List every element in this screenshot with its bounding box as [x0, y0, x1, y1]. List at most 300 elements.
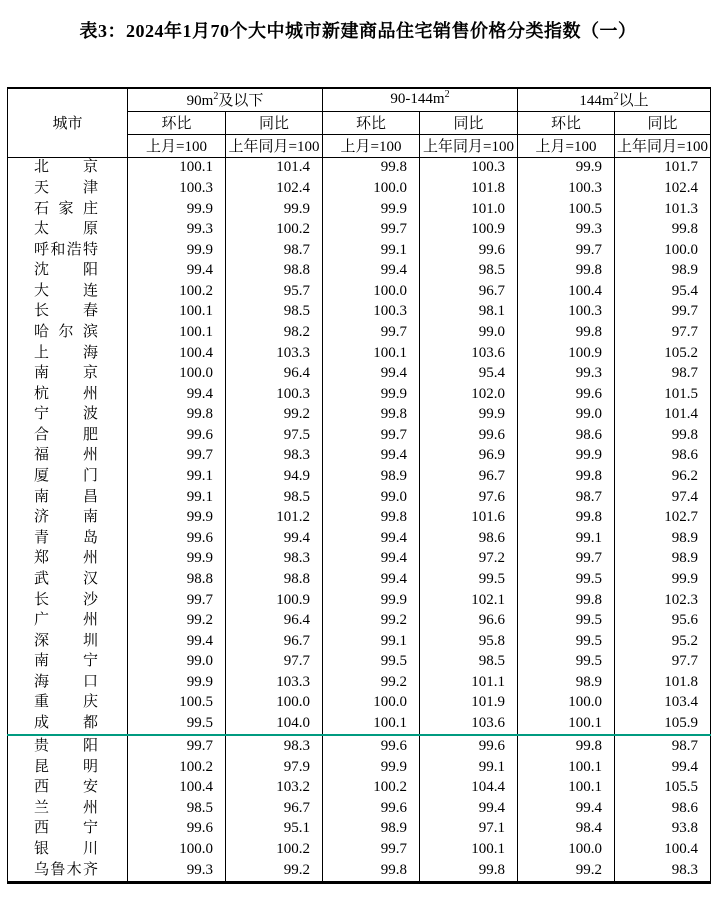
value-cell: 100.4 [615, 839, 711, 860]
table-row [8, 610, 711, 631]
table-body [8, 157, 711, 883]
city-name: 宁波 [34, 406, 98, 423]
value-cell: 99.6 [420, 240, 518, 261]
value-cell: 95.7 [226, 281, 323, 302]
city-cell [8, 672, 128, 693]
city-cell [8, 261, 128, 282]
value-cell: 98.9 [323, 819, 420, 840]
value-cell: 102.1 [420, 590, 518, 611]
value-cell: 103.2 [226, 777, 323, 798]
city-cell [8, 713, 128, 735]
page-title: 表3：2024年1月70个大中城市新建商品住宅销售价格分类指数（一） [79, 21, 637, 41]
city-name: 长春 [34, 303, 98, 320]
city-name: 太原 [34, 221, 98, 238]
city-cell [8, 157, 128, 178]
value-cell: 99.3 [518, 219, 615, 240]
yoy-base-header: 上年同月=100 [420, 134, 518, 157]
value-cell: 99.2 [518, 860, 615, 883]
value-cell: 100.3 [226, 384, 323, 405]
value-cell: 101.1 [420, 672, 518, 693]
city-name: 广州 [34, 612, 98, 629]
group-label-text: 90-144m [390, 91, 445, 108]
table-row [8, 487, 711, 508]
city-name: 海口 [34, 673, 98, 690]
city-cell [8, 757, 128, 778]
value-cell: 99.4 [323, 261, 420, 282]
value-cell: 100.1 [518, 777, 615, 798]
value-cell: 98.5 [420, 651, 518, 672]
city-cell [8, 819, 128, 840]
value-cell: 100.1 [323, 343, 420, 364]
city-cell [8, 219, 128, 240]
value-cell: 98.3 [226, 446, 323, 467]
value-cell: 98.2 [226, 322, 323, 343]
price-index-table [7, 87, 711, 884]
city-cell [8, 631, 128, 652]
value-cell: 100.0 [615, 240, 711, 261]
value-cell: 99.9 [226, 199, 323, 220]
value-cell: 103.3 [226, 343, 323, 364]
value-cell: 100.0 [323, 178, 420, 199]
value-cell: 99.9 [128, 507, 226, 528]
value-cell: 99.3 [128, 860, 226, 883]
value-cell: 99.7 [615, 302, 711, 323]
value-cell: 95.2 [615, 631, 711, 652]
city-cell [8, 549, 128, 570]
value-cell: 96.9 [420, 446, 518, 467]
mom-header: 环比 [518, 111, 615, 134]
value-cell: 97.6 [420, 487, 518, 508]
city-cell [8, 860, 128, 883]
mom-header: 环比 [323, 111, 420, 134]
city-cell [8, 405, 128, 426]
value-cell: 99.8 [518, 507, 615, 528]
city-cell [8, 839, 128, 860]
city-name: 北京 [34, 159, 98, 176]
city-cell [8, 446, 128, 467]
value-cell: 99.3 [128, 219, 226, 240]
value-cell: 99.8 [323, 507, 420, 528]
city-name: 兰州 [34, 799, 98, 816]
city-name: 厦门 [34, 468, 98, 485]
city-cell [8, 240, 128, 261]
value-cell: 99.0 [420, 322, 518, 343]
value-cell: 97.4 [615, 487, 711, 508]
value-cell: 98.3 [226, 549, 323, 570]
value-cell: 103.3 [226, 672, 323, 693]
value-cell: 97.2 [420, 549, 518, 570]
value-cell: 96.7 [420, 281, 518, 302]
value-cell: 96.4 [226, 363, 323, 384]
city-cell [8, 322, 128, 343]
table-header [8, 88, 711, 157]
value-cell: 98.3 [226, 735, 323, 757]
table-row [8, 302, 711, 323]
value-cell: 101.7 [615, 157, 711, 178]
value-cell: 99.8 [518, 735, 615, 757]
city-name: 大连 [34, 282, 98, 299]
value-cell: 99.7 [323, 322, 420, 343]
value-cell: 99.8 [518, 322, 615, 343]
city-name: 武汉 [34, 570, 98, 587]
table-row [8, 693, 711, 714]
value-cell: 100.0 [518, 839, 615, 860]
value-cell: 101.3 [615, 199, 711, 220]
value-cell: 97.1 [420, 819, 518, 840]
city-name: 乌鲁木齐 [34, 861, 98, 878]
table-row [8, 446, 711, 467]
value-cell: 99.6 [518, 384, 615, 405]
city-cell [8, 610, 128, 631]
superscript-2: 2 [213, 91, 219, 103]
group-header-90-144 [323, 88, 518, 111]
city-name: 郑州 [34, 550, 98, 567]
value-cell: 98.5 [128, 798, 226, 819]
value-cell: 100.2 [128, 757, 226, 778]
city-name: 深圳 [34, 632, 98, 649]
city-name: 南京 [34, 365, 98, 382]
value-cell: 98.4 [518, 819, 615, 840]
city-cell [8, 363, 128, 384]
table-row [8, 819, 711, 840]
yoy-base-header: 上年同月=100 [615, 134, 711, 157]
value-cell: 99.8 [420, 860, 518, 883]
value-cell: 99.9 [518, 157, 615, 178]
value-cell: 99.4 [323, 528, 420, 549]
table-row [8, 839, 711, 860]
value-cell: 99.8 [615, 219, 711, 240]
value-cell: 99.8 [518, 261, 615, 282]
city-name: 银川 [34, 840, 98, 857]
city-cell [8, 281, 128, 302]
value-cell: 99.9 [420, 405, 518, 426]
value-cell: 100.4 [128, 343, 226, 364]
city-name: 天津 [34, 179, 98, 196]
value-cell: 99.4 [226, 528, 323, 549]
value-cell: 95.1 [226, 819, 323, 840]
table-row [8, 713, 711, 735]
value-cell: 100.1 [420, 839, 518, 860]
city-cell [8, 384, 128, 405]
city-cell [8, 199, 128, 220]
value-cell: 103.6 [420, 713, 518, 735]
yoy-header: 同比 [615, 111, 711, 134]
value-cell: 99.4 [128, 261, 226, 282]
value-cell: 99.8 [615, 425, 711, 446]
table-row [8, 757, 711, 778]
city-name: 西安 [34, 779, 98, 796]
value-cell: 104.0 [226, 713, 323, 735]
value-cell: 99.1 [518, 528, 615, 549]
value-cell: 98.9 [518, 672, 615, 693]
value-cell: 100.1 [128, 322, 226, 343]
value-cell: 98.7 [615, 735, 711, 757]
value-cell: 99.5 [420, 569, 518, 590]
table-row [8, 672, 711, 693]
table-row [8, 798, 711, 819]
value-cell: 100.9 [226, 590, 323, 611]
value-cell: 101.4 [226, 157, 323, 178]
value-cell: 99.6 [323, 735, 420, 757]
value-cell: 98.7 [615, 363, 711, 384]
table-row [8, 384, 711, 405]
value-cell: 98.5 [420, 261, 518, 282]
value-cell: 98.7 [518, 487, 615, 508]
value-cell: 96.2 [615, 466, 711, 487]
city-cell [8, 735, 128, 757]
value-cell: 100.3 [323, 302, 420, 323]
value-cell: 100.0 [323, 281, 420, 302]
value-cell: 100.1 [128, 302, 226, 323]
value-cell: 99.8 [323, 860, 420, 883]
value-cell: 99.0 [518, 405, 615, 426]
value-cell: 99.5 [323, 651, 420, 672]
city-cell [8, 528, 128, 549]
group-label-text: 144m [579, 93, 614, 110]
city-name: 青岛 [34, 529, 98, 546]
value-cell: 96.7 [226, 631, 323, 652]
value-cell: 100.9 [518, 343, 615, 364]
value-cell: 99.8 [323, 405, 420, 426]
value-cell: 100.2 [323, 777, 420, 798]
value-cell: 100.0 [226, 693, 323, 714]
superscript-2: 2 [444, 89, 450, 101]
city-cell [8, 569, 128, 590]
value-cell: 99.8 [518, 466, 615, 487]
value-cell: 100.9 [420, 219, 518, 240]
value-cell: 98.9 [615, 528, 711, 549]
value-cell: 99.2 [323, 672, 420, 693]
value-cell: 99.7 [323, 219, 420, 240]
value-cell: 98.6 [420, 528, 518, 549]
value-cell: 99.7 [518, 240, 615, 261]
value-cell: 99.9 [128, 672, 226, 693]
value-cell: 101.9 [420, 693, 518, 714]
value-cell: 99.2 [226, 860, 323, 883]
value-cell: 99.6 [128, 819, 226, 840]
city-name: 贵阳 [34, 737, 98, 754]
value-cell: 99.4 [420, 798, 518, 819]
value-cell: 102.0 [420, 384, 518, 405]
value-cell: 98.9 [323, 466, 420, 487]
value-cell: 96.7 [420, 466, 518, 487]
value-cell: 96.4 [226, 610, 323, 631]
table-row [8, 569, 711, 590]
value-cell: 100.3 [518, 178, 615, 199]
value-cell: 105.9 [615, 713, 711, 735]
group-label-text: 及以下 [218, 93, 264, 110]
value-cell: 99.8 [323, 157, 420, 178]
table-row [8, 777, 711, 798]
value-cell: 98.9 [615, 261, 711, 282]
city-name: 福州 [34, 447, 98, 464]
yoy-header: 同比 [226, 111, 323, 134]
value-cell: 97.7 [615, 322, 711, 343]
value-cell: 99.1 [323, 240, 420, 261]
city-name: 合肥 [34, 426, 98, 443]
city-cell [8, 343, 128, 364]
value-cell: 103.4 [615, 693, 711, 714]
value-cell: 100.0 [128, 363, 226, 384]
value-cell: 100.4 [128, 777, 226, 798]
value-cell: 100.1 [518, 757, 615, 778]
table-row [8, 343, 711, 364]
value-cell: 101.2 [226, 507, 323, 528]
value-cell: 99.4 [128, 631, 226, 652]
value-cell: 98.6 [615, 798, 711, 819]
value-cell: 99.6 [420, 425, 518, 446]
value-cell: 98.6 [615, 446, 711, 467]
value-cell: 100.1 [128, 157, 226, 178]
value-cell: 99.7 [128, 590, 226, 611]
value-cell: 99.9 [323, 199, 420, 220]
value-cell: 99.8 [128, 405, 226, 426]
value-cell: 102.4 [615, 178, 711, 199]
mom-base-header: 上月=100 [323, 134, 420, 157]
mom-base-header: 上月=100 [128, 134, 226, 157]
city-cell [8, 798, 128, 819]
value-cell: 102.3 [615, 590, 711, 611]
mom-header: 环比 [128, 111, 226, 134]
value-cell: 99.6 [420, 735, 518, 757]
value-cell: 98.7 [226, 240, 323, 261]
value-cell: 100.2 [226, 219, 323, 240]
value-cell: 100.0 [323, 693, 420, 714]
value-cell: 97.7 [615, 651, 711, 672]
value-cell: 99.1 [323, 631, 420, 652]
city-name: 长沙 [34, 591, 98, 608]
value-cell: 97.9 [226, 757, 323, 778]
value-cell: 100.1 [518, 713, 615, 735]
value-cell: 96.6 [420, 610, 518, 631]
value-cell: 102.4 [226, 178, 323, 199]
city-name: 重庆 [34, 694, 98, 711]
value-cell: 100.1 [323, 713, 420, 735]
table-row [8, 405, 711, 426]
value-cell: 98.3 [615, 860, 711, 883]
value-cell: 101.6 [420, 507, 518, 528]
value-cell: 99.4 [323, 569, 420, 590]
table-row [8, 735, 711, 757]
value-cell: 98.8 [128, 569, 226, 590]
city-name: 呼和浩特 [34, 241, 98, 258]
value-cell: 95.4 [615, 281, 711, 302]
value-cell: 99.6 [128, 425, 226, 446]
value-cell: 100.5 [128, 693, 226, 714]
city-cell [8, 302, 128, 323]
value-cell: 99.6 [128, 528, 226, 549]
value-cell: 99.4 [323, 549, 420, 570]
city-cell [8, 178, 128, 199]
value-cell: 100.0 [518, 693, 615, 714]
value-cell: 99.2 [128, 610, 226, 631]
yoy-header: 同比 [420, 111, 518, 134]
value-cell: 100.4 [518, 281, 615, 302]
value-cell: 99.5 [128, 713, 226, 735]
value-cell: 101.4 [615, 405, 711, 426]
value-cell: 99.5 [518, 631, 615, 652]
superscript-2: 2 [613, 91, 619, 103]
value-cell: 99.6 [323, 798, 420, 819]
table-row [8, 425, 711, 446]
table-row [8, 651, 711, 672]
value-cell: 99.9 [323, 757, 420, 778]
group-label-text: 以上 [618, 93, 649, 110]
value-cell: 95.8 [420, 631, 518, 652]
value-cell: 98.5 [226, 302, 323, 323]
value-cell: 99.9 [615, 569, 711, 590]
city-cell [8, 466, 128, 487]
value-cell: 101.8 [615, 672, 711, 693]
city-name: 昆明 [34, 758, 98, 775]
city-name: 沈阳 [34, 262, 98, 279]
city-cell [8, 425, 128, 446]
value-cell: 99.2 [226, 405, 323, 426]
value-cell: 99.0 [323, 487, 420, 508]
value-cell: 99.4 [615, 757, 711, 778]
value-cell: 98.9 [615, 549, 711, 570]
value-cell: 99.7 [323, 425, 420, 446]
value-cell: 99.9 [323, 590, 420, 611]
table-row [8, 549, 711, 570]
table-row [8, 631, 711, 652]
value-cell: 101.5 [615, 384, 711, 405]
mom-base-header: 上月=100 [518, 134, 615, 157]
city-name: 济南 [34, 509, 98, 526]
value-cell: 100.0 [128, 839, 226, 860]
city-name: 杭州 [34, 385, 98, 402]
value-cell: 99.9 [518, 446, 615, 467]
table-row [8, 240, 711, 261]
value-cell: 97.7 [226, 651, 323, 672]
value-cell: 94.9 [226, 466, 323, 487]
table-row [8, 219, 711, 240]
value-cell: 99.8 [518, 590, 615, 611]
value-cell: 98.5 [226, 487, 323, 508]
city-cell [8, 693, 128, 714]
value-cell: 100.2 [128, 281, 226, 302]
table-row [8, 178, 711, 199]
value-cell: 99.9 [323, 384, 420, 405]
group-header-144-above [518, 88, 711, 111]
city-cell [8, 777, 128, 798]
city-cell [8, 590, 128, 611]
value-cell: 97.5 [226, 425, 323, 446]
table-row [8, 528, 711, 549]
value-cell: 105.5 [615, 777, 711, 798]
value-cell: 95.4 [420, 363, 518, 384]
value-cell: 99.3 [518, 363, 615, 384]
value-cell: 99.1 [128, 466, 226, 487]
value-cell: 100.3 [128, 178, 226, 199]
city-cell [8, 507, 128, 528]
value-cell: 105.2 [615, 343, 711, 364]
value-cell: 99.2 [323, 610, 420, 631]
value-cell: 99.0 [128, 651, 226, 672]
yoy-base-header: 上年同月=100 [226, 134, 323, 157]
group-header-row [8, 88, 711, 111]
value-cell: 93.8 [615, 819, 711, 840]
value-cell: 99.4 [518, 798, 615, 819]
value-cell: 99.9 [128, 549, 226, 570]
city-name: 哈尔滨 [34, 324, 98, 341]
value-cell: 98.6 [518, 425, 615, 446]
value-cell: 104.4 [420, 777, 518, 798]
value-cell: 99.7 [323, 839, 420, 860]
table-row [8, 860, 711, 883]
city-name: 南宁 [34, 653, 98, 670]
value-cell: 99.1 [128, 487, 226, 508]
